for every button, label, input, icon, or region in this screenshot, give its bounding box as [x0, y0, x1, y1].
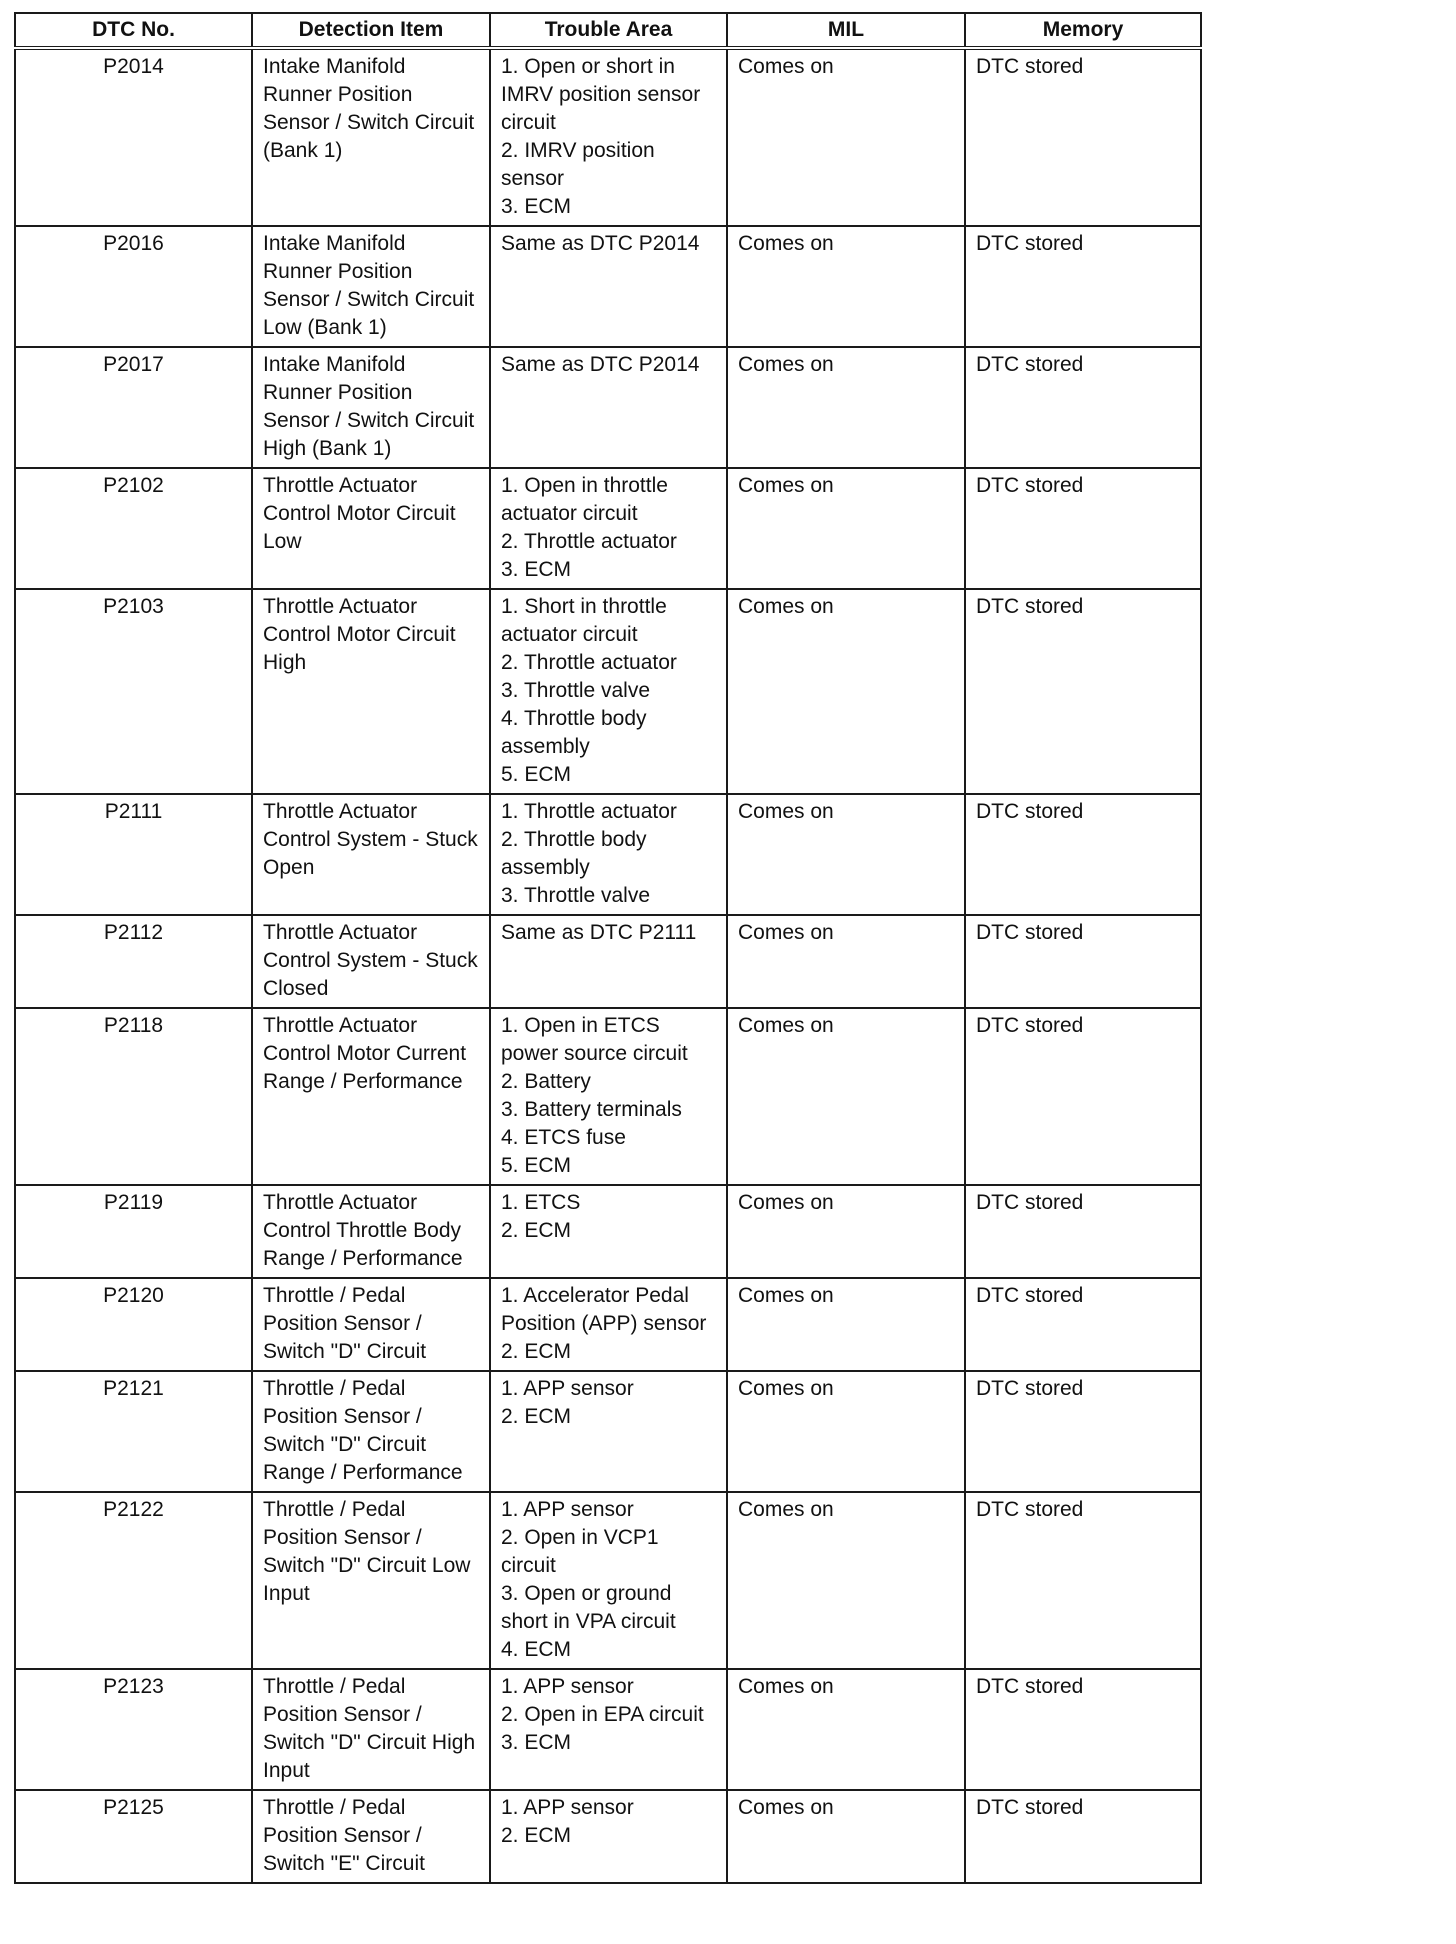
memory-cell: DTC stored	[965, 1008, 1201, 1185]
memory-cell: DTC stored	[965, 794, 1201, 915]
mil-cell: Comes on	[727, 794, 965, 915]
trouble-area-cell: 1. ETCS 2. ECM	[490, 1185, 727, 1278]
dtc-code-cell: P2111	[15, 794, 252, 915]
trouble-area-cell: 1. APP sensor 2. Open in EPA circuit 3. ECM	[490, 1669, 727, 1790]
dtc-code-cell: P2112	[15, 915, 252, 1008]
mil-cell: Comes on	[727, 48, 965, 226]
table-row	[15, 468, 1201, 589]
header-dtc-no: DTC No.	[15, 13, 252, 48]
memory-cell: DTC stored	[965, 48, 1201, 226]
mil-cell: Comes on	[727, 1371, 965, 1492]
mil-cell: Comes on	[727, 1278, 965, 1371]
trouble-area-cell: 1. Open or short in IMRV position sensor circuit 2. IMRV position sensor 3. ECM	[490, 48, 727, 226]
detection-item-cell: Throttle Actuator Control Motor Current Range / Performance	[252, 1008, 490, 1185]
header-memory: Memory	[965, 13, 1201, 48]
dtc-table	[14, 12, 1202, 1884]
mil-cell: Comes on	[727, 1185, 965, 1278]
detection-item-cell: Throttle / Pedal Position Sensor / Switch "D" Circuit	[252, 1278, 490, 1371]
table-row	[15, 1492, 1201, 1669]
trouble-area-cell: Same as DTC P2014	[490, 226, 727, 347]
memory-cell: DTC stored	[965, 1278, 1201, 1371]
table-row	[15, 226, 1201, 347]
table-row	[15, 48, 1201, 226]
trouble-area-cell: Same as DTC P2014	[490, 347, 727, 468]
table-row	[15, 347, 1201, 468]
dtc-code-cell: P2017	[15, 347, 252, 468]
dtc-code-cell: P2122	[15, 1492, 252, 1669]
memory-cell: DTC stored	[965, 1790, 1201, 1883]
dtc-code-cell: P2118	[15, 1008, 252, 1185]
detection-item-cell: Throttle Actuator Control Motor Circuit Low	[252, 468, 490, 589]
trouble-area-cell: Same as DTC P2111	[490, 915, 727, 1008]
dtc-code-cell: P2121	[15, 1371, 252, 1492]
mil-cell: Comes on	[727, 347, 965, 468]
detection-item-cell: Throttle Actuator Control System - Stuck Closed	[252, 915, 490, 1008]
trouble-area-cell: 1. Accelerator Pedal Position (APP) sensor 2. ECM	[490, 1278, 727, 1371]
trouble-area-cell: 1. Open in ETCS power source circuit 2. Battery 3. Battery terminals 4. ETCS fuse 5. ECM	[490, 1008, 727, 1185]
memory-cell: DTC stored	[965, 347, 1201, 468]
detection-item-cell: Throttle / Pedal Position Sensor / Switch "D" Circuit High Input	[252, 1669, 490, 1790]
table-header	[15, 13, 1201, 48]
memory-cell: DTC stored	[965, 1492, 1201, 1669]
dtc-code-cell: P2014	[15, 48, 252, 226]
dtc-code-cell: P2103	[15, 589, 252, 794]
detection-item-cell: Throttle Actuator Control Motor Circuit High	[252, 589, 490, 794]
memory-cell: DTC stored	[965, 1185, 1201, 1278]
trouble-area-cell: 1. APP sensor 2. ECM	[490, 1790, 727, 1883]
trouble-area-cell: 1. Throttle actuator 2. Throttle body assembly 3. Throttle valve	[490, 794, 727, 915]
trouble-area-cell: 1. APP sensor 2. Open in VCP1 circuit 3. Open or ground short in VPA circuit 4. ECM	[490, 1492, 727, 1669]
mil-cell: Comes on	[727, 589, 965, 794]
table-row	[15, 1008, 1201, 1185]
table-row	[15, 1669, 1201, 1790]
detection-item-cell: Throttle / Pedal Position Sensor / Switch "D" Circuit Range / Performance	[252, 1371, 490, 1492]
table-row	[15, 794, 1201, 915]
table-body	[15, 48, 1201, 1883]
detection-item-cell: Throttle Actuator Control System - Stuck Open	[252, 794, 490, 915]
dtc-code-cell: P2102	[15, 468, 252, 589]
trouble-area-cell: 1. APP sensor 2. ECM	[490, 1371, 727, 1492]
dtc-code-cell: P2016	[15, 226, 252, 347]
memory-cell: DTC stored	[965, 226, 1201, 347]
detection-item-cell: Throttle Actuator Control Throttle Body Range / Performance	[252, 1185, 490, 1278]
memory-cell: DTC stored	[965, 589, 1201, 794]
mil-cell: Comes on	[727, 1790, 965, 1883]
header-trouble-area: Trouble Area	[490, 13, 727, 48]
detection-item-cell: Throttle / Pedal Position Sensor / Switch "E" Circuit	[252, 1790, 490, 1883]
memory-cell: DTC stored	[965, 468, 1201, 589]
detection-item-cell: Intake Manifold Runner Position Sensor / Switch Circuit High (Bank 1)	[252, 347, 490, 468]
table-row	[15, 1790, 1201, 1883]
dtc-code-cell: P2125	[15, 1790, 252, 1883]
header-mil: MIL	[727, 13, 965, 48]
mil-cell: Comes on	[727, 1669, 965, 1790]
mil-cell: Comes on	[727, 1492, 965, 1669]
table-row	[15, 1278, 1201, 1371]
dtc-code-cell: P2119	[15, 1185, 252, 1278]
mil-cell: Comes on	[727, 468, 965, 589]
detection-item-cell: Throttle / Pedal Position Sensor / Switch "D" Circuit Low Input	[252, 1492, 490, 1669]
detection-item-cell: Intake Manifold Runner Position Sensor / Switch Circuit (Bank 1)	[252, 48, 490, 226]
mil-cell: Comes on	[727, 226, 965, 347]
header-detection-item: Detection Item	[252, 13, 490, 48]
trouble-area-cell: 1. Short in throttle actuator circuit 2. Throttle actuator 3. Throttle valve 4. Throttle body assembly 5. ECM	[490, 589, 727, 794]
trouble-area-cell: 1. Open in throttle actuator circuit 2. Throttle actuator 3. ECM	[490, 468, 727, 589]
table-row	[15, 589, 1201, 794]
table-row	[15, 915, 1201, 1008]
table-row	[15, 1185, 1201, 1278]
memory-cell: DTC stored	[965, 1669, 1201, 1790]
dtc-code-cell: P2120	[15, 1278, 252, 1371]
mil-cell: Comes on	[727, 1008, 965, 1185]
header-row	[15, 13, 1201, 48]
memory-cell: DTC stored	[965, 1371, 1201, 1492]
detection-item-cell: Intake Manifold Runner Position Sensor / Switch Circuit Low (Bank 1)	[252, 226, 490, 347]
mil-cell: Comes on	[727, 915, 965, 1008]
table-row	[15, 1371, 1201, 1492]
memory-cell: DTC stored	[965, 915, 1201, 1008]
dtc-code-cell: P2123	[15, 1669, 252, 1790]
